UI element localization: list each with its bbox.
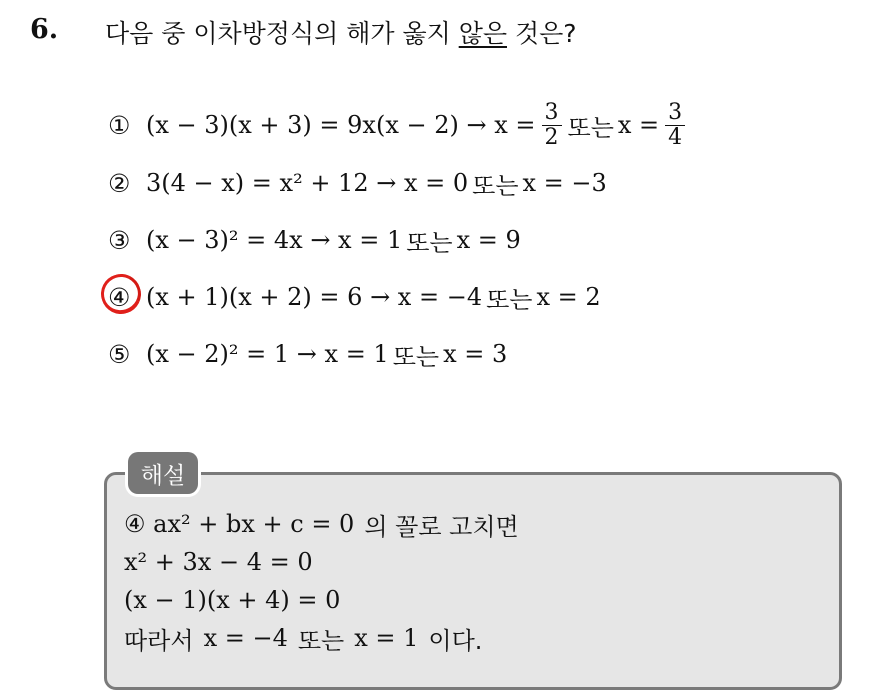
option-1-second-prefix: x = [617,111,660,139]
question-text [105,14,577,50]
option-3-connector: 또는 [406,228,453,257]
solution-line-3: (x − 1)(x + 4) = 0 [124,586,341,614]
option-4-connector: 또는 [486,285,533,314]
solution-line-4-text-3: 이다. [428,626,483,655]
option-4[interactable] [108,272,603,322]
option-4-marker [108,283,144,312]
option-4-text [144,280,603,315]
question-text-before: 다음 중 이차방정식의 해가 옳지 [105,19,459,48]
option-1-fraction-2-denominator: 4 [668,124,683,150]
solution-line-1-math: ④ ax² + bx + c = 0 [124,510,355,538]
option-2-equation: 3(4 − x) = x² + 12 → x = 0 [146,169,469,197]
solution-line-4-math-2: x = 1 [354,624,419,652]
solution-line-4-text-1: 따라서 [124,626,194,655]
option-1-fraction-2-numerator: 3 [665,101,685,125]
option-1-text [144,101,689,148]
solution-content [124,505,519,657]
option-1-fraction-1-denominator: 2 [544,124,559,150]
option-3-second: x = 9 [456,226,521,254]
option-5-second: x = 3 [443,340,508,368]
option-3[interactable] [108,215,523,265]
question-text-after: 것은? [507,19,577,48]
option-3-text [144,223,523,258]
solution-line-1 [124,505,519,543]
answer-circle-mark [96,268,146,318]
option-5-equation: (x − 2)² = 1 → x = 1 [146,340,389,368]
option-1[interactable] [108,100,689,150]
option-3-marker: ③ [108,225,131,255]
solution-line-1-text: 의 꼴로 고치면 [364,512,519,541]
option-5-connector: 또는 [392,342,440,371]
option-1-fraction-2 [665,101,685,148]
option-3-equation: (x − 3)² = 4x → x = 1 [146,226,403,254]
option-1-fraction-1-numerator: 3 [542,101,562,125]
option-2-connector: 또는 [472,171,519,200]
solution-line-2: x² + 3x − 4 = 0 [124,548,313,576]
option-4-second: x = 2 [536,283,601,311]
question-text-underlined: 않은 [458,19,507,48]
option-5-text [144,337,509,372]
option-4-marker-label: ④ [108,282,131,312]
solution-line-4-math-1: x = −4 [203,624,288,652]
option-1-connector: 또는 [567,113,614,142]
option-2-marker: ② [108,168,131,198]
solution-line-4 [124,619,519,657]
option-2-second: x = −3 [522,169,607,197]
option-1-marker: ① [108,110,131,140]
question-number: 6. [30,14,59,45]
option-1-fraction-1 [542,101,562,148]
option-2[interactable] [108,158,609,208]
solution-tag: 해설 [128,452,198,494]
option-2-text [144,166,609,201]
option-5[interactable] [108,329,509,379]
option-4-equation: (x + 1)(x + 2) = 6 → x = −4 [146,283,483,311]
option-1-equation: (x − 3)(x + 3) = 9x(x − 2) → x = [146,111,536,139]
option-5-marker: ⑤ [108,339,131,369]
solution-line-4-text-2: 또는 [297,626,345,655]
